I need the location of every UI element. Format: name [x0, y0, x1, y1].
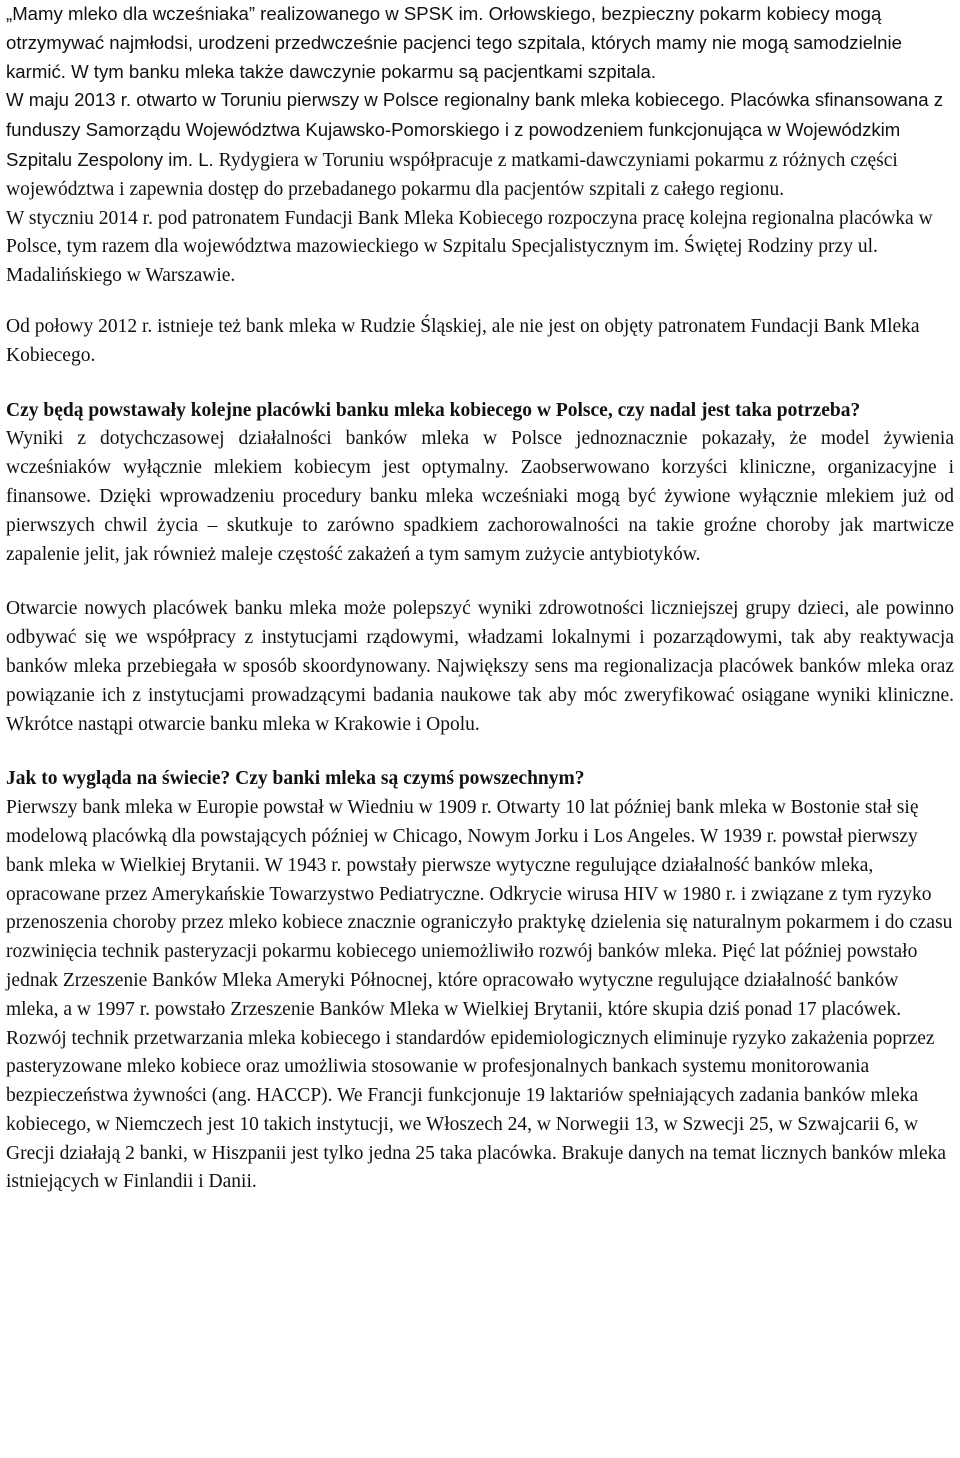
paragraph-torun-bank-serif-part: Rydygiera w Toruniu współpracuje z matkami-dawczyniami pokarmu z różnych części województwa i zapewnia dostęp do przebadanego pokarmu dla pacjentów szpitali z całego regionu.	[6, 149, 898, 200]
paragraph-torun-bank	[6, 86, 954, 204]
paragraph-world-history: Pierwszy bank mleka w Europie powstał w Wiedniu w 1909 r. Otwarty 10 lat później bank mleka w Bostonie stał się modelową placówką dla powstających później w Chicago, Nowym Jorku i Los Angeles. W 1939 r. powstał pierwszy bank mleka w Wielkiej Brytanii. W 1943 r. powstały pierwsze wytyczne regulujące działalność banków mleka, opracowane przez Amerykańskie Towarzystwo Pediatryczne. Odkrycie wirusa HIV w 1980 r. i związane z tym ryzyko przenoszenia choroby przez mleko kobiece znacznie ograniczyło praktykę dzielenia się naturalnym pokarmem i do czasu rozwinięcia technik pasteryzacji pokarmu kobiecego uniemożliwiło rozwój banków mleka. Pięć lat później powstało jednak Zrzeszenie Banków Mleka Ameryki Północnej, które opracowało wytyczne regulujące działalność banków mleka, a w 1997 r. powstało Zrzeszenie Banków Mleka w Wielkiej Brytanii, które skupia dziś ponad 17 placówek. Rozwój technik przetwarzania mleka kobiecego i standardów epidemiologicznych eliminuje ryzyko zakażenia poprzez pasteryzowane mleko kobiece oraz umożliwia stosowanie w profesjonalnych bankach systemu monitorowania bezpieczeństwa żywności (ang. HACCP). We Francji funkcjonuje 19 laktariów spełniających zadania banków mleka kobiecego, w Niemczech jest 10 takich instytucji, we Włoszech 24, w Norwegii 13, w Szwecji 25, w Szwajcarii 6, w Grecji działają 2 banki, w Hiszpanii jest tylko jedna 25 taka placówka. Brakuje danych na temat licznych banków mleka istniejących w Finlandii i Danii.	[6, 797, 953, 1193]
heading-new-banks-question: Czy będą powstawały kolejne placówki banku mleka kobiecego w Polsce, czy nadal jest taka potrzeba?	[6, 399, 861, 421]
paragraph-ruda-slaska: Od połowy 2012 r. istnieje też bank mleka w Rudzie Śląskiej, ale nie jest on objęty patronatem Fundacji Bank Mleka Kobiecego.	[6, 315, 920, 366]
paragraph-spsk-orlowskiego: „Mamy mleko dla wcześniaka” realizowanego w SPSK im. Orłowskiego, bezpieczny pokarm kobiecy mogą otrzymywać najmłodsi, urodzeni przedwcześnie pacjenci tego szpitala, których mamy nie mogą samodzielnie karmić. W tym banku mleka także dawczynie pokarmu są pacjentkami szpitala.	[6, 3, 902, 82]
paragraph-torun-bank-sans-part: W maju 2013 r. otwarto w Toruniu pierwszy w Polsce regionalny bank mleka kobiecego. Placówka sfinansowana z funduszy Samorządu Województwa Kujawsko-Pomorskiego i z powodzeniem funkcjonująca w Wojewódzkim Szpitalu Zespolony im. L.	[6, 89, 944, 170]
spacer	[6, 739, 954, 765]
spacer	[6, 569, 954, 595]
paragraph-results: Wyniki z dotychczasowej działalności banków mleka w Polsce jednoznacznie pokazały, że model żywienia wcześniaków wyłącznie mlekiem kobiecym jest optymalny. Zaobserwowano korzyści kliniczne, organizacyjne i finansowe. Dzięki wprowadzeniu procedury banku mleka wcześniaki mogą być żywione wyłącznie mlekiem już od pierwszych chwil życia – skutkuje to zarówno spadkiem zachorowalności na takie groźne choroby jak martwicze zapalenie jelit, jak również maleje częstość zakażeń a tym samym zużycie antybiotyków.	[6, 428, 954, 565]
spacer	[6, 291, 954, 313]
heading-world-question: Jak to wygląda na świecie? Czy banki mleka są czymś powszechnym?	[6, 768, 585, 790]
paragraph-new-branches: Otwarcie nowych placówek banku mleka może polepszyć wyniki zdrowotności liczniejszej grupy dzieci, ale powinno odbywać się we współpracy z instytucjami rządowymi, władzami lokalnymi i pozarządowymi, tak aby reaktywacja banków mleka przebiegała w sposób skoordynowany. Największy sens ma regionalizacja placówek banków mleka oraz powiązanie ich z instytucjami prowadzącymi badania naukowe tak aby móc zweryfikować osiągane wyniki kliniczne. Wkrótce nastąpi otwarcie banku mleka w Krakowie i Opolu.	[6, 598, 954, 735]
spacer	[6, 371, 954, 397]
paragraph-warszawa-bank: W styczniu 2014 r. pod patronatem Fundacji Bank Mleka Kobiecego rozpoczyna pracę kolejna regionalna placówka w Polsce, tym razem dla województwa mazowieckiego w Szpitalu Specjalistycznym im. Świętej Rodziny przy ul. Madalińskiego w Warszawie.	[6, 207, 933, 287]
